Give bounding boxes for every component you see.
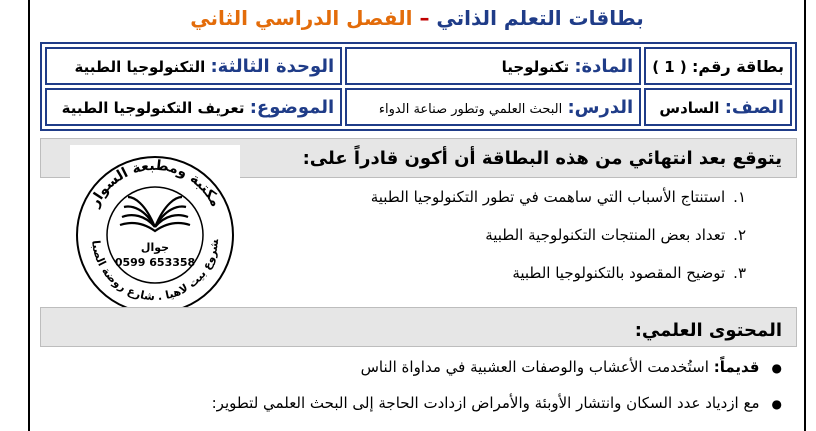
card-number-cell [644, 47, 792, 85]
content-list [212, 356, 782, 428]
bullet-icon: ● [771, 397, 782, 411]
unit-value: التكنولوجيا الطبية [74, 57, 206, 76]
item-bold-text: قديماً: [713, 358, 760, 376]
title-part1: بطاقات التعلم الذاتي [436, 6, 644, 30]
topic-cell [45, 88, 342, 126]
book-icon [120, 197, 190, 231]
stamp-top-text: مكتبة ومطبعة السوار [86, 157, 224, 210]
item-number: ٢. [733, 226, 746, 244]
list-item [212, 392, 782, 428]
card-number: ( 1 ) [652, 57, 687, 76]
item-text: تعداد بعض المنتجات التكنولوجية الطبية [485, 226, 726, 244]
content-heading: المحتوى العلمي: [40, 307, 797, 347]
item-text: مع ازدياد عدد السكان وانتشار الأوبئة والأمراض ازدادت الحاجة إلى البحث العلمي لتطوير: [211, 394, 760, 412]
item-number: ٣. [733, 264, 746, 282]
objectives-list [371, 186, 746, 300]
topic-value: تعريف التكنولوجيا الطبية [61, 98, 245, 117]
stamp-outer-ring [77, 157, 233, 313]
title-dash: – [419, 6, 430, 30]
subject-value: تكنولوجيا [501, 57, 570, 76]
lesson-cell [345, 88, 641, 126]
subject-label: المادة: [574, 55, 634, 77]
objectives-heading: يتوقع بعد انتهائي من هذه البطاقة أن أكون قادراً على: [40, 138, 797, 178]
title-part2: الفصل الدراسي الثاني [190, 6, 413, 30]
grade-value: السادس [659, 98, 720, 117]
item-number: ١. [733, 188, 746, 206]
card-label: بطاقة رقم: [692, 56, 784, 76]
stamp-graphic [70, 145, 240, 313]
list-item [371, 262, 746, 300]
subject-cell [345, 47, 641, 85]
item-text: استنتاج الأسباب التي ساهمت في تطور التكنولوجيا الطبية [370, 188, 726, 206]
lesson-label: الدرس: [567, 96, 634, 118]
bullet-icon: ● [771, 361, 782, 375]
grade-cell [644, 88, 792, 126]
list-item [371, 186, 746, 224]
grade-label: الصف: [724, 96, 784, 118]
topic-label: الموضوع: [249, 96, 335, 118]
stamp-phone: 0599 653358 [114, 256, 196, 269]
list-item [371, 224, 746, 262]
bookshop-stamp [70, 145, 240, 313]
stamp-phone-label: جوال [140, 241, 170, 254]
item-text: استُخدمت الأعشاب والوصفات العشبية في مداواة الناس [360, 358, 714, 376]
page-title [28, 6, 806, 30]
list-item [212, 356, 782, 392]
unit-label: الوحدة الثالثة: [210, 55, 335, 77]
stamp-bottom-text: شروع بيت لاهيا . شارع روضة الصبا [89, 238, 222, 304]
item-text: توضيح المقصود بالتكنولوجيا الطبية [512, 264, 726, 282]
lesson-value: البحث العلمي وتطور صناعة الدواء [378, 101, 563, 117]
info-table [40, 42, 797, 131]
unit-cell [45, 47, 342, 85]
